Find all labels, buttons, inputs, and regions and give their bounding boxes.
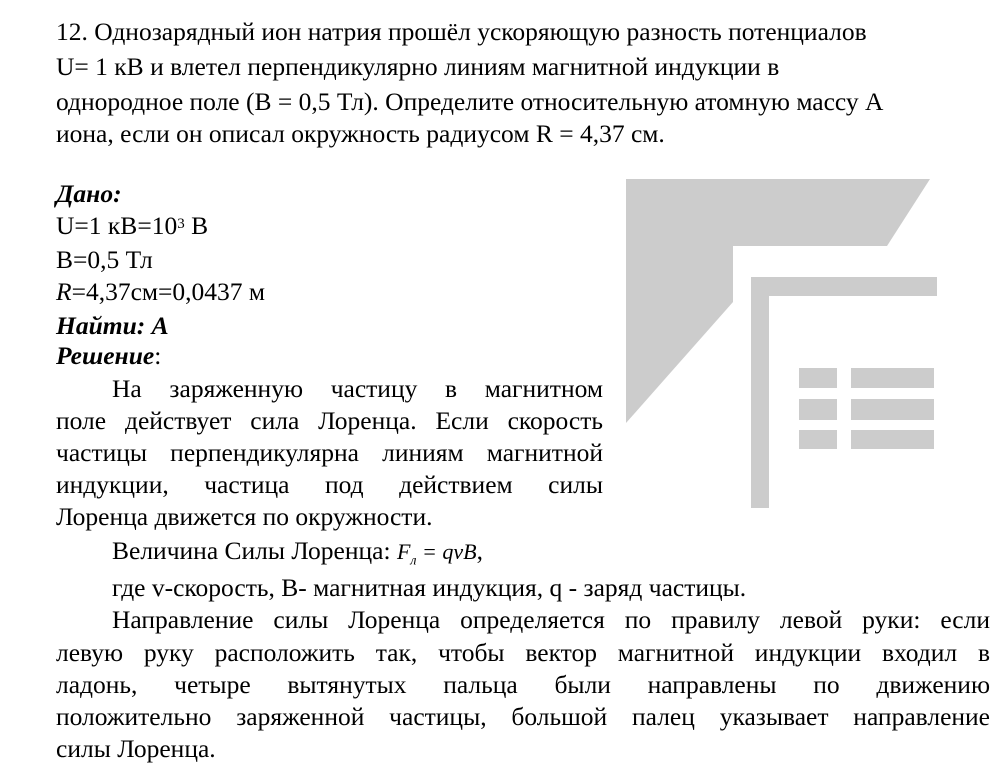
para1-line: индукции, частица под действием силы [56, 470, 603, 499]
logo-bar-3 [799, 399, 837, 420]
problem-line: U= 1 кВ и влетел перпендикулярно линиям магнитной индукции в [56, 52, 780, 81]
given-radius-value: =4,37см=0,0437 м [71, 277, 266, 306]
para2-line-last: силы Лоренца. [56, 734, 216, 763]
find-label: Найти: А [56, 311, 169, 340]
formula-comma: , [476, 536, 483, 565]
para1-line: частицы перпендикулярна линиям магнитной [56, 438, 603, 467]
logo-bar-2 [851, 368, 934, 388]
para1-line-last: Лоренца движется по окружности. [56, 502, 433, 531]
problem-line: однородное поле (В = 0,5 Тл). Определите относительную атомную массу А [56, 87, 884, 116]
solution-heading-text: Решение [56, 341, 155, 370]
para2-line: положительно заряженной частицы, большой палец указывает направление [56, 702, 990, 731]
para2-line: Направление силы Лоренца определяется по правилу левой руки: если [112, 605, 990, 634]
given-voltage-exponent: 3 [177, 216, 185, 232]
logo-corner-vertical [751, 277, 937, 508]
logo-bar-4 [851, 399, 934, 420]
logo-top-band [626, 179, 930, 246]
logo-bar-6 [851, 430, 934, 449]
solution-heading-colon: : [154, 341, 162, 370]
given-heading: Дано: [56, 179, 122, 208]
where-line: где v-скорость, В- магнитная индукция, q - заряд частицы. [112, 573, 747, 602]
para2-line: ладонь, четыре вытянутых пальца были направлены по движению [56, 670, 990, 699]
logo-bar-1 [799, 368, 837, 388]
logo-chevron [626, 246, 733, 423]
formula-F: F [396, 539, 411, 564]
force-label: Величина Силы Лоренца: [112, 536, 391, 565]
given-voltage-base: U=1 кВ=10 [56, 211, 178, 240]
para1-line: поле действует сила Лоренца. Если скорость [56, 406, 603, 435]
problem-line: 12. Однозарядный ион натрия прошёл ускоряющую разность потенциалов [56, 17, 867, 46]
given-radius-symbol: R [56, 277, 72, 306]
given-radius [56, 276, 265, 308]
given-voltage [56, 210, 208, 242]
force-formula [396, 539, 477, 569]
logo-bar-5 [799, 430, 837, 449]
given-field: В=0,5 Тл [56, 245, 153, 274]
formula-rest: = qvB [416, 539, 477, 564]
para2-line: левую руку расположить так, чтобы вектор магнитной индукции входил в [56, 638, 990, 667]
problem-line: иона, если он описал окружность радиусом R = 4,37 см. [56, 119, 665, 148]
formula-subscript: л [410, 553, 417, 569]
given-voltage-unit: В [184, 211, 209, 240]
solution-heading [56, 340, 161, 372]
para1-line: На заряженную частицу в магнитном [112, 374, 603, 403]
